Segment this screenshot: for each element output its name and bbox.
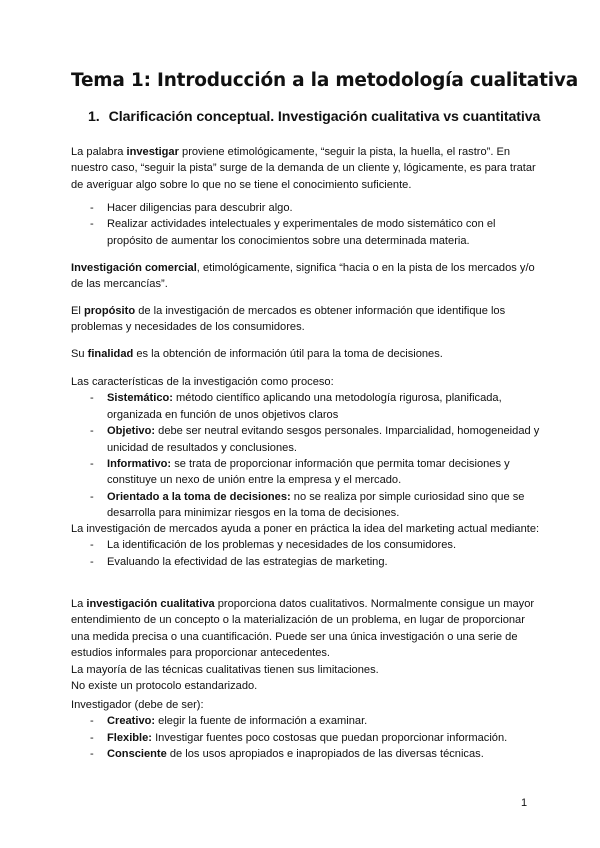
characteristics-intro: Las características de la investigación como proceso: xyxy=(71,376,334,388)
list-item: - Orientado a la toma de decisiones: no se realiza por simple curiosidad sino que se desarrolla para minimizar riesgos en la toma de decisiones. xyxy=(71,489,541,522)
list-item: - Creativo: elegir la fuente de información a examinar. xyxy=(71,713,541,729)
list-definitions xyxy=(71,200,541,249)
marketing-section xyxy=(71,521,541,570)
list-item: - Informativo: se trata de proporcionar información que permita tomar decisiones y constituye un nexo de unión entre la empresa y el mercado. xyxy=(71,456,541,489)
paragraph-investigacion-comercial: Investigación comercial, etimológicamente, significa “hacia o en la pista de los mercados y/o de las mercancías”. xyxy=(71,262,535,291)
list-item: - La identificación de los problemas y necesidades de los consumidores. xyxy=(71,537,541,553)
document-title: Tema 1: Introducción a la metodología cualitativa xyxy=(71,70,578,91)
list-item: - Flexible: Investigar fuentes poco costosas que puedan proporcionar información. xyxy=(71,730,541,746)
list-item: - Sistemático: método científico aplicando una metodología rigurosa, planificada, organizada en función de unos objetivos claros xyxy=(71,390,541,423)
researcher-section xyxy=(71,697,541,763)
page-number: 1 xyxy=(521,797,528,809)
section-title: Clarificación conceptual. Investigación cualitativa vs cuantitativa xyxy=(108,109,541,125)
list-item: - Evaluando la efectividad de las estrategias de marketing. xyxy=(71,554,541,570)
list-item: - Hacer diligencias para descubrir algo. xyxy=(71,200,541,216)
section-heading xyxy=(88,109,540,125)
paragraph-finalidad: Su finalidad es la obtención de información útil para la toma de decisiones. xyxy=(71,348,443,360)
list-item: - Consciente de los usos apropiados e inapropiados de las diversas técnicas. xyxy=(71,746,541,762)
researcher-intro: Investigador (debe de ser): xyxy=(71,699,204,711)
paragraph-investigacion-cualitativa: La investigación cualitativa proporciona datos cualitativos. Normalmente consigue un mayor entendimiento de un concepto o la materialización de un problema, en lugar de proporcionar una medida precisa o una cuantificación. Puede ser una única investigación o una serie de estudios informales para proporcionar antecedentes. La mayoría de las técnicas cualitativas tienen sus limitaciones. No existe un protocolo estandarizado. xyxy=(71,598,535,693)
characteristics-section xyxy=(71,374,541,522)
list-item: - Realizar actividades intelectuales y experimentales de modo sistemático con el propósito de aumentar los conocimientos sobre una determinada materia. xyxy=(71,216,541,249)
section-number: 1. xyxy=(88,109,100,125)
list-item: - Objetivo: debe ser neutral evitando sesgos personales. Imparcialidad, homogeneidad y unicidad de resultados y conclusiones. xyxy=(71,423,541,456)
paragraph-investigar: La palabra investigar proviene etimológicamente, “seguir la pista, la huella, el rastro”. En nuestro caso, “seguir la pista” surge de la demanda de un cliente y, lógicamente, es para tratar de averiguar algo sobre lo que no se tiene el conocimiento suficiente. xyxy=(71,146,536,191)
marketing-intro: La investigación de mercados ayuda a poner en práctica la idea del marketing actual mediante: xyxy=(71,523,540,535)
paragraph-proposito: El propósito de la investigación de mercados es obtener información que identifique los problemas y necesidades de los consumidores. xyxy=(71,305,506,334)
